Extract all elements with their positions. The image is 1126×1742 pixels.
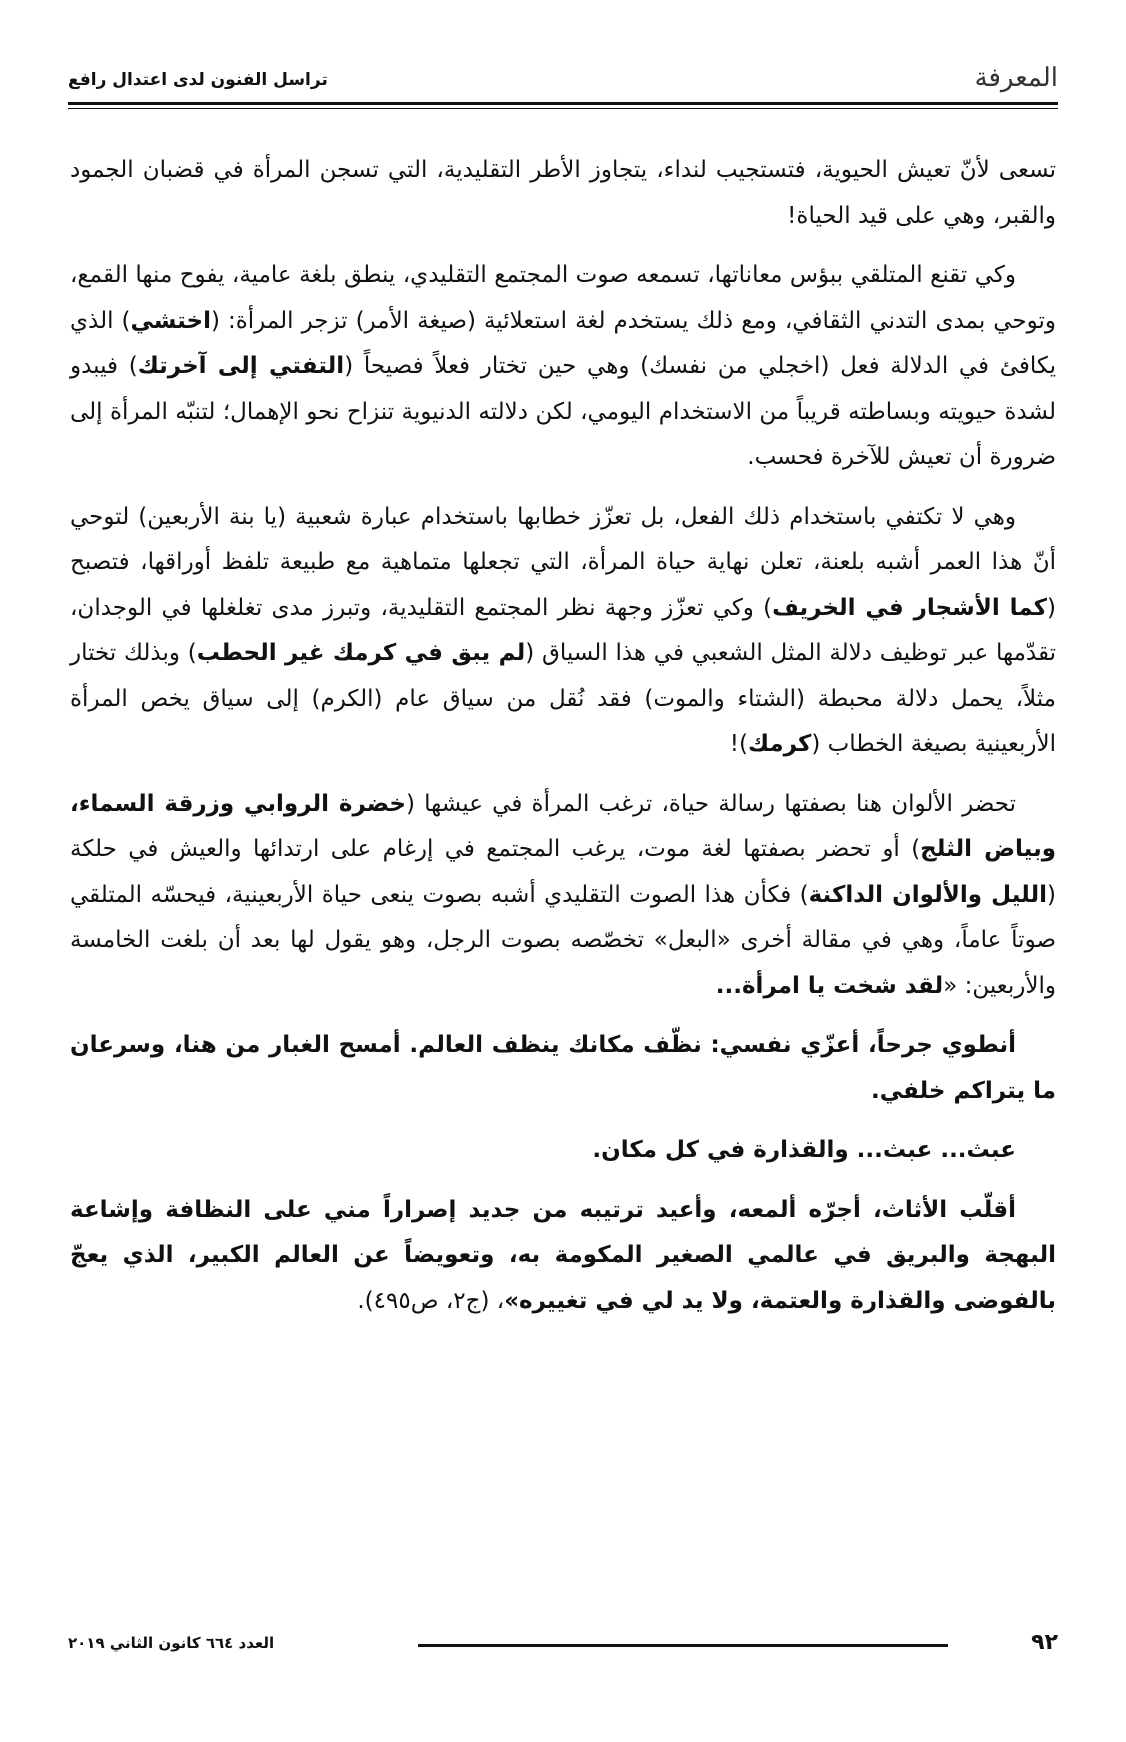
paragraph-text: تسعى لأنّ تعيش الحيوية، فتستجيب لنداء، يتجاوز الأطر التقليدية، التي تسجن المرأة في قضبان الجمود والقبر، وهي على قيد الحياة!	[70, 157, 1056, 229]
page-footer	[68, 1624, 1058, 1664]
emphasis-phrase: كما الأشجار في الخريف	[772, 594, 1048, 621]
emphasis-phrase: الليل والألوان الداكنة	[808, 881, 1048, 908]
header-rule-thick	[68, 102, 1058, 105]
emphasis-phrase: كرمك	[748, 731, 812, 757]
quote-paragraph-2	[70, 1128, 1056, 1174]
quote-text: أنطوي جرحاً، أعزّي نفسي: نظّف مكانك ينظف العالم. أمسح الغبار من هنا، وسرعان ما يتراكم خلفي.	[70, 1032, 1056, 1104]
paragraph-text: ) أو تحضر بصفتها لغة موت، يرغب المجتمع في إرغام على ارتدائها والعيش في حلكة (	[70, 836, 1056, 908]
quote-citation: ، (ج٢، ص٤٩٥).	[357, 1287, 505, 1314]
quote-paragraph-3	[70, 1188, 1056, 1325]
emphasis-phrase: اختشي	[130, 307, 211, 334]
article-body	[70, 148, 1056, 1338]
running-title: تراسل الفنون لدى اعتدال رافع	[68, 70, 328, 90]
page-number: ٩٢	[1031, 1630, 1058, 1655]
paragraph-text: ) الذي يكافئ في الدلالة فعل (اخجلي من نفسك) وهي حين تختار فعلاً فصيحاً (	[70, 307, 1056, 379]
paragraph-3	[70, 495, 1056, 768]
paragraph-1	[70, 148, 1056, 239]
paragraph-4	[70, 782, 1056, 1010]
paragraph-text: ) وبذلك تختار مثلاً، يحمل دلالة محبطة (الشتاء والموت) فقد نُقل من سياق عام (الكرم) إلى سياق يخص المرأة الأربعينية بصيغة الخطاب (	[70, 640, 1056, 757]
magazine-logo: المعرفة	[974, 63, 1058, 93]
quote-text: عبث... عبث... والقذارة في كل مكان.	[592, 1137, 1016, 1163]
quote-text: أقلّب الأثاث، أجرّه ألمعه، وأعيد ترتيبه من جديد إصراراً مني على النظافة وإشاعة البهجة والبريق في عالمي الصغير المكومة به، وتعويضاً عن العالم الكبير، الذي يعجّ بالفوضى والقذارة والعتمة، ولا يد لي في تغييره»	[70, 1196, 1056, 1314]
footer-rule	[418, 1644, 948, 1647]
paragraph-text: ) فيبدو لشدة حيويته وبساطته قريباً من الاستخدام اليومي، لكن دلالته الدنيوية تنزاح نحو الإهمال؛ لتنبّه المرأة إلى ضرورة أن تعيش للآخرة فحسب.	[70, 353, 1056, 470]
emphasis-phrase: خضرة الروابي وزرقة السماء، وبياض الثلج	[70, 790, 1057, 862]
paragraph-text: وهي لا تكتفي باستخدام ذلك الفعل، بل تعزّز خطابها باستخدام عبارة شعبية (يا بنة الأربعين) لتوحي أنّ هذا العمر أشبه بلعنة، تعلن نهاية حياة المرأة، التي تجعلها متماهية مع طبيعة تلفظ أوراقها، فتصبح (	[70, 503, 1057, 621]
paragraph-text: )!	[729, 731, 748, 757]
paragraph-2	[70, 253, 1056, 481]
emphasis-phrase: التفتي إلى آخرتك	[137, 353, 345, 379]
paragraph-text: ) وكي تعزّز وجهة نظر المجتمع التقليدية، وتبرز مدى تغلغلها في الوجدان، تقدّمها عبر توظيف دلالة المثل الشعبي في هذا السياق (	[70, 594, 1056, 666]
paragraph-text: تحضر الألوان هنا بصفتها رسالة حياة، ترغب المرأة في عيشها (	[406, 790, 1016, 817]
emphasis-phrase: لم يبق في كرمك غير الحطب	[196, 640, 526, 666]
paragraph-text: وكي تقنع المتلقي ببؤس معاناتها، تسمعه صوت المجتمع التقليدي، ينطق بلغة عامية، يفوح منها القمع، وتوحي بمدى التدني الثقافي، ومع ذلك يستخدم لغة استعلائية (صيغة الأمر) تزجر المرأة: (	[70, 262, 1057, 334]
header-rule-thin	[68, 108, 1058, 109]
issue-info: العدد ٦٦٤ كانون الثاني ٢٠١٩	[68, 1634, 275, 1652]
paragraph-text: ) فكأن هذا الصوت التقليدي أشبه بصوت ينعى حياة الأربعينية، فيحسّه المتلقي صوتاً عاماً، وهي في مقالة أخرى «البعل» تخصّصه بصوت الرجل، وهو يقول لها بعد أن بلغت الخامسة والأربعين: «	[70, 881, 1056, 999]
quote-paragraph-1	[70, 1023, 1056, 1114]
emphasis-phrase: لقد شخت يا امرأة...	[715, 972, 944, 999]
page-header	[68, 58, 1058, 106]
